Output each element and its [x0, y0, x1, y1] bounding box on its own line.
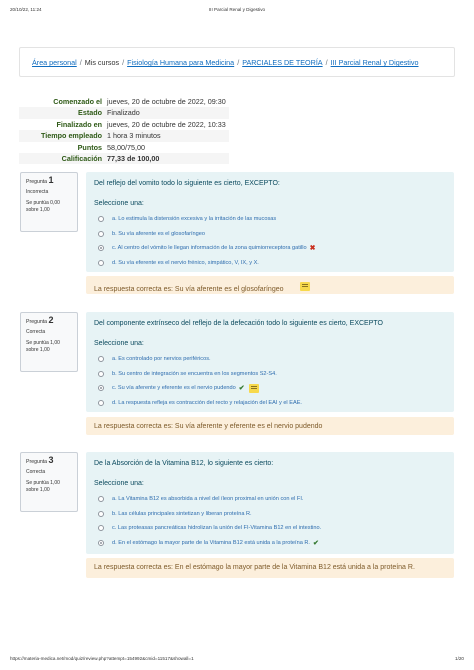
question-number — [26, 457, 72, 466]
question-state: Correcta — [26, 329, 46, 335]
breadcrumb — [19, 47, 455, 77]
question-2-feedback — [86, 417, 454, 435]
summary-row-state — [19, 107, 229, 118]
answer-option[interactable] — [94, 521, 446, 536]
radio-button[interactable] — [98, 356, 104, 362]
breadcrumb-separator: / — [237, 58, 240, 67]
feedback-comment-icon[interactable] — [249, 384, 259, 393]
radio-button-selected[interactable] — [98, 385, 104, 391]
answer-option[interactable] — [94, 492, 446, 507]
answer-text: d. La respuesta refleja es contracción del recto y relajación del EAI y el EAE. — [112, 399, 302, 406]
question-number-prefix: Pregunta — [26, 319, 48, 325]
summary-value: jueves, 20 de octubre de 2022, 09:30 — [107, 97, 226, 106]
radio-button[interactable] — [98, 231, 104, 237]
breadcrumb-item-area-personal[interactable]: Área personal — [32, 58, 77, 67]
summary-row-time-taken — [19, 130, 229, 141]
question-3-feedback — [86, 558, 454, 578]
question-2-info — [20, 312, 78, 372]
question-text: De la Absorción de la Vitamina B12, lo siguiente es cierto: — [94, 460, 274, 467]
summary-value: Finalizado — [107, 108, 140, 118]
answer-option[interactable] — [94, 212, 446, 227]
question-1-body — [86, 172, 454, 272]
question-1-info — [20, 172, 78, 232]
summary-row-marks — [19, 142, 229, 153]
question-state: Incorrecta — [26, 189, 49, 195]
question-grade: Se puntúa 0,00 sobre 1,00 — [26, 200, 60, 213]
correct-icon: ✔ — [238, 385, 245, 393]
question-2-body — [86, 312, 454, 412]
breadcrumb-item-section[interactable]: PARCIALES DE TEORÍA — [242, 58, 323, 67]
answer-option[interactable] — [94, 507, 446, 522]
question-text: Del componente extrínseco del reflejo de la defecación todo lo siguiente es cierto, EXCEPTO — [94, 320, 383, 327]
breadcrumb-item-mis-cursos: Mis cursos — [84, 58, 120, 67]
radio-button[interactable] — [98, 260, 104, 266]
incorrect-icon: ✖ — [309, 245, 316, 253]
answer-text: b. Su vía aferente es el glosofaríngeo — [112, 230, 205, 237]
summary-label: Estado — [78, 108, 102, 118]
question-number-value: 2 — [48, 315, 54, 325]
summary-label: Comenzado el — [53, 97, 102, 106]
summary-label: Puntos — [77, 142, 102, 152]
question-number — [26, 177, 72, 186]
print-page-number: 1/20 — [455, 656, 464, 661]
summary-row-completed — [19, 119, 229, 130]
question-3-info — [20, 452, 78, 512]
answer-text: b. Las células principales sintetizan y liberan proteína R. — [112, 510, 252, 517]
right-answer-text: La respuesta correcta es: Su vía aferente es el glosofaríngeo — [94, 286, 284, 293]
question-number-value: 3 — [48, 455, 54, 465]
summary-row-started — [19, 96, 229, 107]
radio-button[interactable] — [98, 400, 104, 406]
summary-value: 77,33 de 100,00 — [107, 153, 160, 163]
question-number-prefix: Pregunta — [26, 179, 48, 185]
right-answer-text: La respuesta correcta es: En el estómago la mayor parte de la Vitamina B12 está unida a la proteína R. — [94, 564, 415, 571]
answer-text: d. Su vía eferente es el nervio frénico, simpático, V, IX, y X. — [112, 259, 259, 266]
question-state: Correcta — [26, 469, 46, 475]
print-doc-title: III Parcial Renal y Digestivo — [208, 7, 266, 12]
summary-value: jueves, 20 de octubre de 2022, 10:33 — [107, 119, 226, 129]
radio-button[interactable] — [98, 525, 104, 531]
radio-button-selected[interactable] — [98, 245, 104, 251]
summary-label: Finalizado en — [56, 119, 102, 129]
answer-text: a. La Vitamina B12 es absorbida a nivel del íleon proximal en unión con el FI. — [112, 496, 304, 503]
answer-option[interactable] — [94, 396, 446, 411]
breadcrumb-item-course[interactable]: Fisiología Humana para Medicina — [127, 58, 235, 67]
radio-button[interactable] — [98, 496, 104, 502]
question-number-value: 1 — [48, 175, 54, 185]
radio-button[interactable] — [98, 216, 104, 222]
answer-option[interactable] — [94, 227, 446, 242]
question-prompt: Seleccione una: — [94, 340, 144, 347]
question-prompt: Seleccione una: — [94, 200, 144, 207]
answer-option[interactable] — [94, 352, 446, 367]
summary-value: 1 hora 3 minutos — [107, 131, 161, 141]
question-prompt: Seleccione una: — [94, 480, 144, 487]
answer-option[interactable] — [94, 241, 446, 256]
breadcrumb-item-quiz[interactable]: III Parcial Renal y Digestivo — [330, 58, 419, 67]
print-datetime: 20/10/22, 11:24 — [10, 7, 42, 12]
radio-button[interactable] — [98, 511, 104, 517]
print-footer — [10, 656, 464, 666]
summary-row-grade — [19, 153, 229, 164]
answer-text: c. Su vía aferente y eferente es el nervio pudendo — [112, 385, 236, 392]
answer-text: c. Las proteasas pancreáticas hidrolizan la unión del FI-Vitamina B12 en el intestino. — [112, 525, 322, 532]
answer-option[interactable] — [94, 256, 446, 271]
breadcrumb-separator: / — [79, 58, 82, 67]
summary-value: 58,00/75,00 — [107, 142, 145, 152]
answer-option[interactable] — [94, 536, 446, 551]
correct-icon: ✔ — [312, 539, 319, 547]
question-text: Del reflejo del vomito todo lo siguiente es cierto, EXCEPTO: — [94, 180, 280, 187]
answer-option[interactable] — [94, 381, 446, 396]
right-answer-text: La respuesta correcta es: Su vía aferente y eferente es el nervio pudendo — [94, 423, 323, 430]
attempt-summary — [19, 96, 229, 164]
radio-button[interactable] — [98, 371, 104, 377]
breadcrumb-separator: / — [325, 58, 328, 67]
question-grade: Se puntúa 1,00 sobre 1,00 — [26, 340, 60, 353]
summary-label: Tiempo empleado — [41, 131, 102, 141]
question-1-feedback — [86, 276, 454, 294]
answer-text: c. Al centro del vómito le llegan información de la zona quimiorreceptora gatillo — [112, 245, 307, 252]
question-grade: Se puntúa 1,00 sobre 1,00 — [26, 480, 60, 493]
feedback-comment-icon[interactable] — [300, 282, 310, 291]
summary-label: Calificación — [61, 153, 102, 163]
answer-text: a. Es controlado por nervios periféricos. — [112, 356, 211, 363]
answer-text: d. En el estómago la mayor parte de la Vitamina B12 está unida a la proteína R. — [112, 539, 310, 546]
answer-text: a. Lo estimula la distensión excesiva y la irritación de las mucosas — [112, 216, 277, 223]
breadcrumb-separator: / — [122, 58, 125, 67]
print-header — [10, 7, 464, 17]
question-number-prefix: Pregunta — [26, 459, 48, 465]
answer-text: b. Su centro de integración se encuentra en los segmentos S2-S4. — [112, 370, 277, 377]
question-number — [26, 317, 72, 326]
radio-button-selected[interactable] — [98, 540, 104, 546]
answer-option[interactable] — [94, 367, 446, 382]
print-url: https://materia-medica.net/mod/quiz/review.php?attempt=154992&cmid=11517&showall=1 — [10, 656, 194, 661]
question-3-body — [86, 452, 454, 554]
